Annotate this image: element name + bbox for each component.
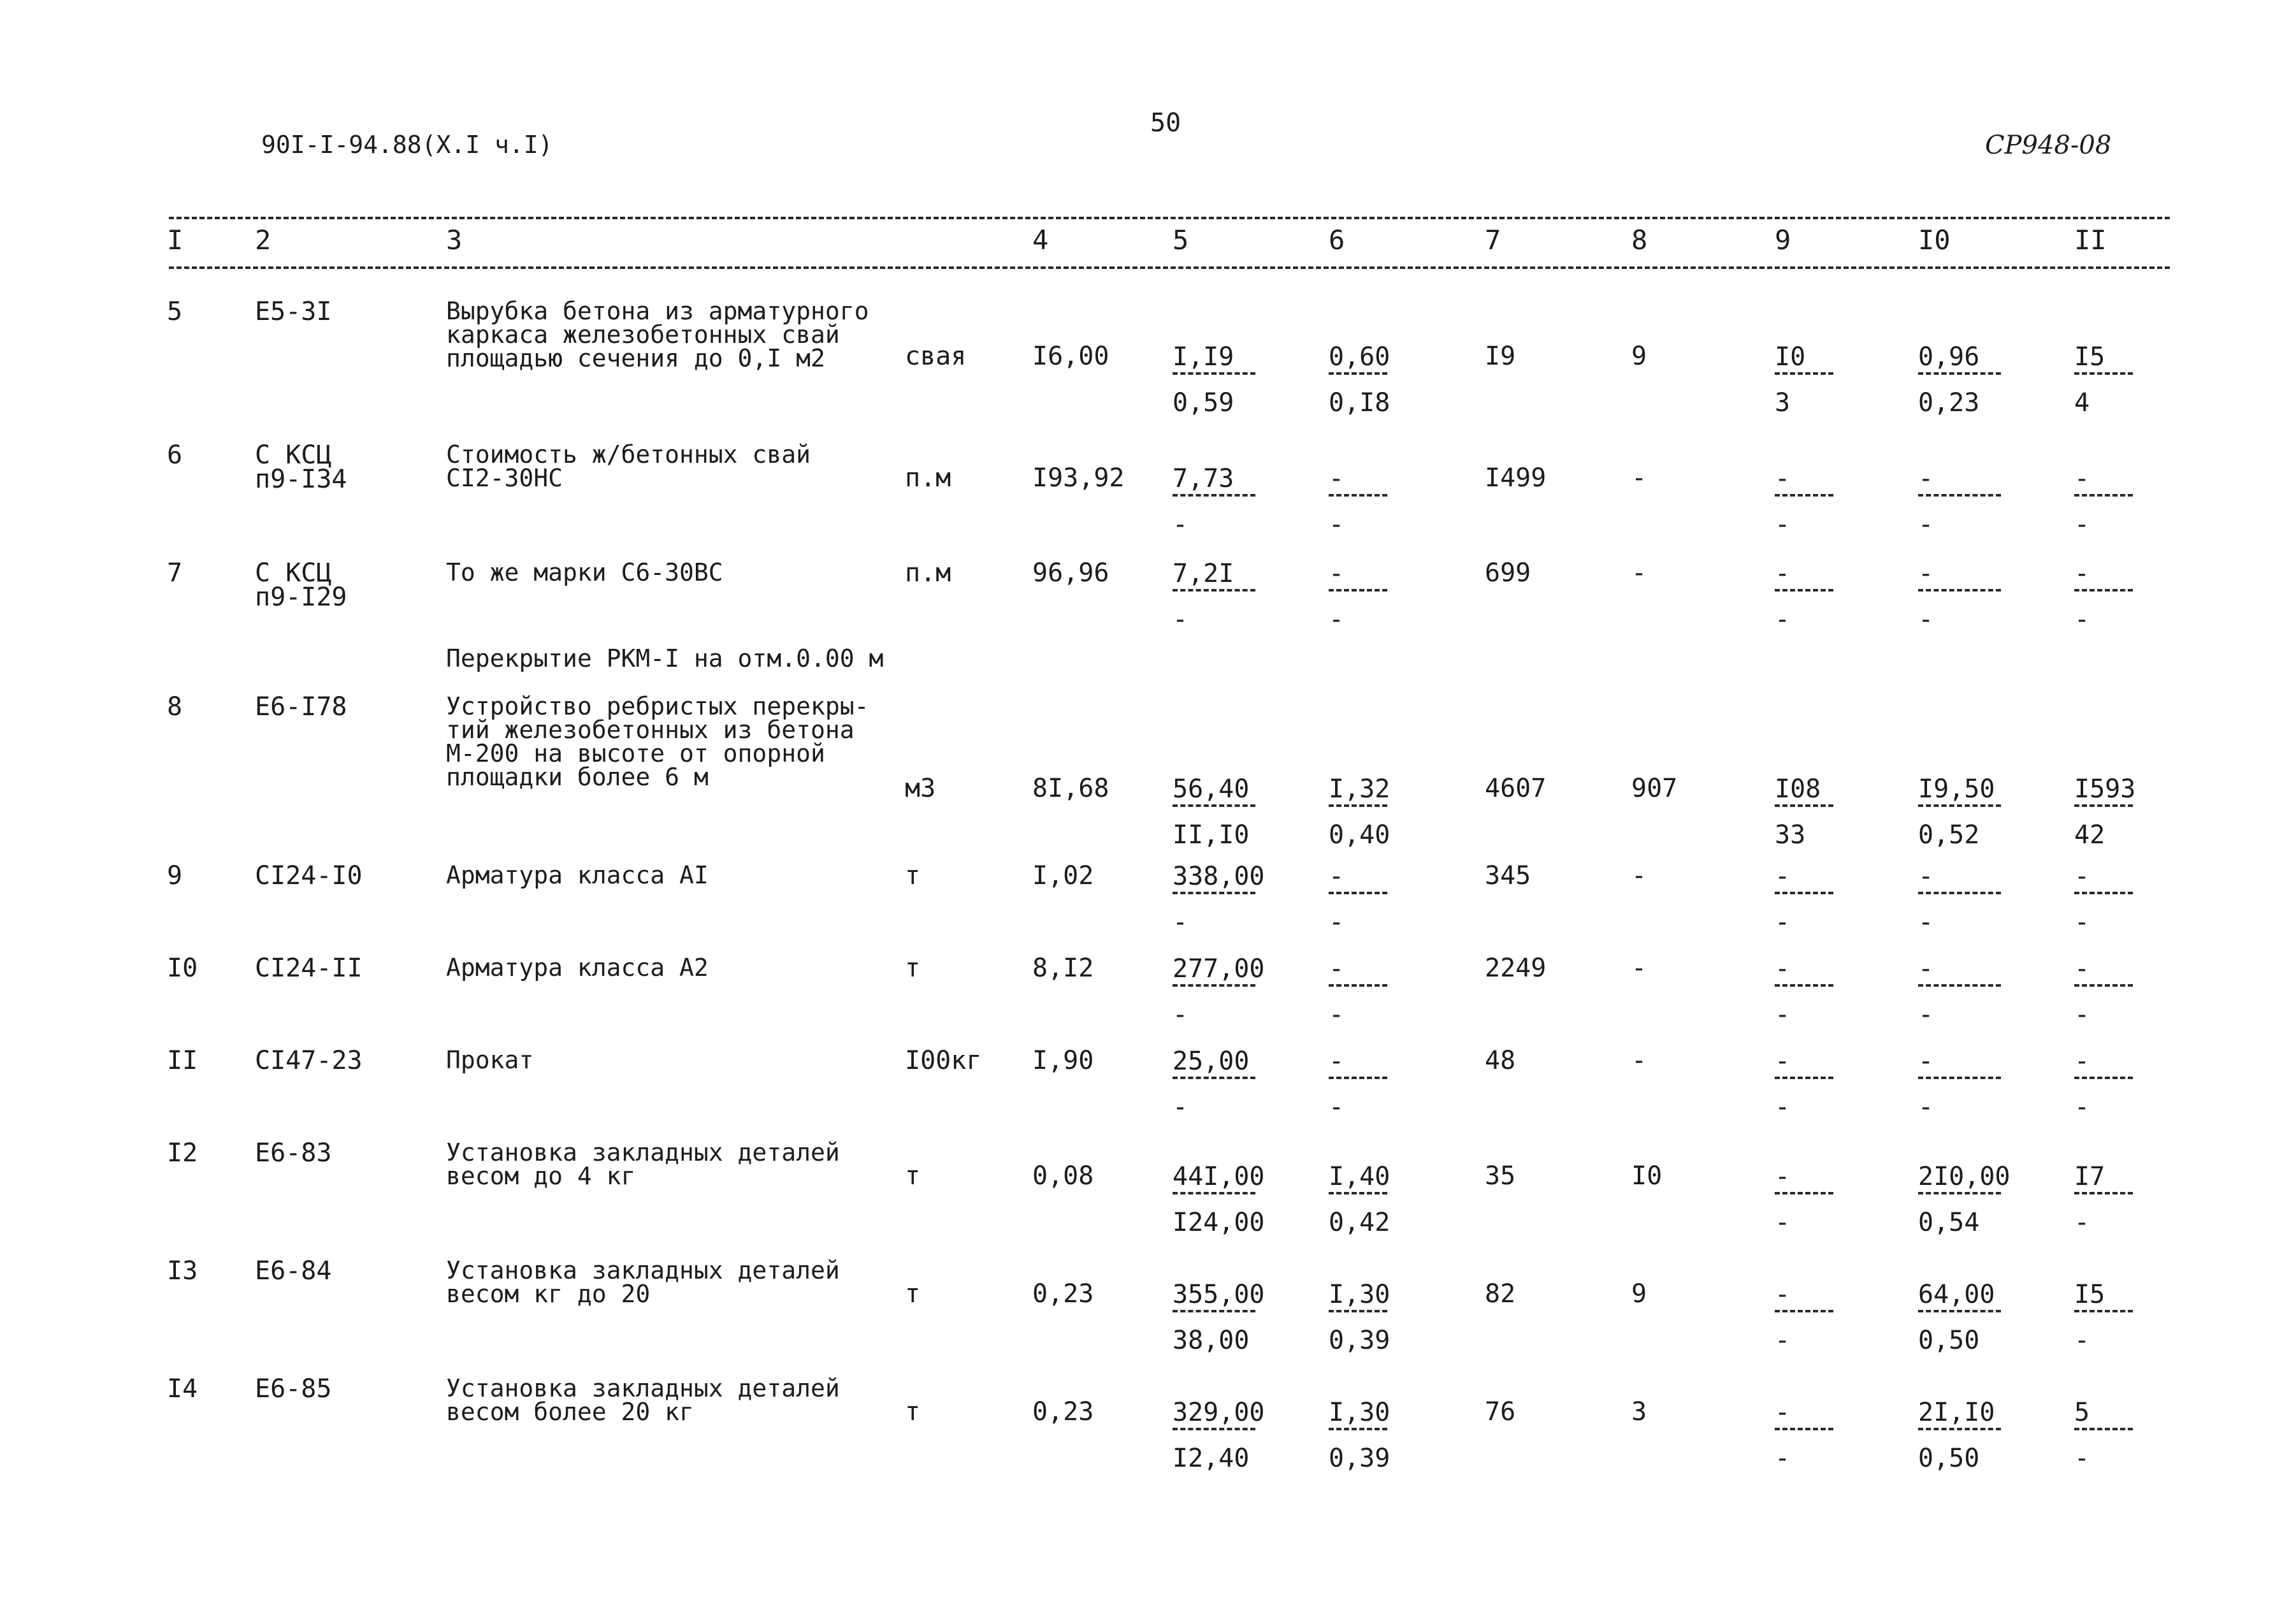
row-col6-denominator: - [1329, 510, 1345, 539]
column-number: II [2074, 224, 2107, 256]
row-col9-numerator: - [1775, 862, 1791, 891]
row-col11-numerator: - [2074, 464, 2090, 493]
row-col10 [1918, 776, 2001, 849]
fraction-bar [1173, 1428, 1255, 1430]
row-col8: 3 [1631, 1397, 1647, 1427]
fraction-bar [1918, 372, 2001, 375]
row-description: Прокат [446, 1046, 534, 1074]
row-col6-numerator: - [1329, 559, 1345, 588]
row-col9-numerator: I08 [1775, 774, 1821, 804]
row-number: 5 [167, 297, 183, 326]
fraction-bar [1775, 804, 1833, 807]
row-col9-denominator: - [1775, 1000, 1791, 1029]
fraction-bar [1775, 892, 1833, 894]
row-col8: - [1631, 463, 1647, 493]
row-col10-numerator: 0,96 [1918, 342, 1980, 372]
row-col5 [1173, 956, 1265, 1029]
row-code: С КСЦ п9-I29 [255, 558, 347, 612]
row-col9 [1775, 1400, 1833, 1472]
row-col10-numerator: - [1918, 862, 1934, 891]
row-unit: п.м [905, 463, 951, 493]
row-col9-numerator: - [1775, 1162, 1791, 1191]
row-code: Е5-3I [255, 297, 332, 326]
row-col5 [1173, 1049, 1255, 1121]
row-col9 [1775, 1282, 1833, 1354]
row-description: Установка закладных деталей весом более 20 кг [446, 1374, 840, 1426]
row-description: Устройство ребристых перекры- тий железобетонных из бетона М-200 на высоте от опорной площадки более 6 м [446, 692, 869, 791]
row-col6 [1329, 466, 1387, 539]
fraction-bar [1173, 494, 1255, 497]
row-col8: I0 [1631, 1161, 1663, 1191]
row-col10-numerator: - [1918, 954, 1934, 984]
row-col10-numerator: 64,00 [1918, 1280, 1995, 1309]
fraction-bar [1918, 494, 2001, 497]
row-col9-numerator: - [1775, 954, 1791, 984]
row-col9-numerator: - [1775, 464, 1791, 493]
row-col11-numerator: - [2074, 559, 2090, 588]
row-col5-denominator: II,I0 [1173, 820, 1250, 850]
row-code: Е6-84 [255, 1256, 332, 1286]
row-col11 [2074, 956, 2133, 1029]
row-col11 [2074, 1049, 2133, 1121]
row-col6-numerator: 0,60 [1329, 342, 1390, 372]
row-col5-numerator: 56,40 [1173, 774, 1250, 804]
row-col9 [1775, 1164, 1833, 1237]
fraction-bar [1918, 1192, 2001, 1194]
row-col5-denominator: 38,00 [1173, 1326, 1250, 1355]
fraction-bar [1173, 804, 1255, 807]
row-col11-numerator: 5 [2074, 1398, 2090, 1427]
row-unit: т [905, 954, 921, 983]
row-col11-denominator: - [2074, 605, 2090, 634]
row-col9-numerator: - [1775, 1280, 1791, 1309]
fraction-bar [1775, 1192, 1833, 1194]
column-number: 8 [1631, 224, 1648, 256]
fraction-bar [2074, 494, 2133, 497]
column-number: 4 [1032, 224, 1049, 256]
row-col11-denominator: - [2074, 1000, 2090, 1029]
row-col6 [1329, 1164, 1390, 1237]
row-col9 [1775, 776, 1833, 849]
row-col6-denominator: - [1329, 1093, 1345, 1122]
row-col10 [1918, 344, 2001, 417]
row-col10 [1918, 561, 2001, 634]
row-col6 [1329, 1400, 1390, 1472]
fraction-bar [1775, 1077, 1833, 1079]
row-code: СI24-II [255, 954, 363, 983]
row-col11-denominator: 4 [2074, 388, 2090, 417]
row-col10-denominator: 0,52 [1918, 820, 1980, 850]
row-col10-denominator: - [1918, 908, 1934, 937]
row-number: I2 [167, 1138, 198, 1168]
document-code: СР948-08 [1985, 131, 2112, 160]
row-col5-numerator: 44I,00 [1173, 1162, 1265, 1191]
column-number: 6 [1329, 224, 1345, 256]
fraction-bar [2074, 1428, 2133, 1430]
row-col11-denominator: - [2074, 510, 2090, 539]
row-number: 9 [167, 861, 183, 890]
row-col5-numerator: 355,00 [1173, 1280, 1265, 1309]
row-col6 [1329, 1282, 1390, 1354]
row-col8: 9 [1631, 1279, 1647, 1309]
row-col7: I499 [1485, 463, 1547, 493]
row-unit: п.м [905, 558, 951, 588]
row-unit: свая [905, 342, 967, 371]
row-col10-numerator: 2I0,00 [1918, 1162, 2011, 1191]
row-col6-denominator: - [1329, 908, 1345, 937]
row-col5-numerator: 329,00 [1173, 1398, 1265, 1427]
row-code: СI24-I0 [255, 861, 363, 890]
row-col5 [1173, 1164, 1265, 1237]
row-col10 [1918, 1400, 2001, 1472]
row-col6 [1329, 1049, 1387, 1121]
row-col9-denominator: - [1775, 1444, 1791, 1473]
row-col6-denominator: - [1329, 1000, 1345, 1029]
row-col11-numerator: I5 [2074, 342, 2105, 372]
row-description: Арматура класса А2 [446, 954, 709, 982]
fraction-bar [1775, 589, 1833, 592]
row-col10-denominator: 0,23 [1918, 388, 1980, 417]
row-col7: 82 [1485, 1279, 1516, 1309]
row-col9 [1775, 864, 1833, 936]
row-col7: 699 [1485, 558, 1531, 588]
document-number: 90I-I-94.88(X.I ч.I) [261, 131, 553, 159]
column-number: 9 [1775, 224, 1791, 256]
row-unit: м3 [905, 774, 936, 803]
column-number: 5 [1173, 224, 1189, 256]
row-col11-numerator: I5 [2074, 1280, 2105, 1309]
row-col6-numerator: - [1329, 862, 1345, 891]
row-unit: I00кг [905, 1046, 982, 1075]
row-col5 [1173, 864, 1265, 936]
fraction-bar [1329, 372, 1387, 375]
fraction-bar [1173, 892, 1255, 894]
row-col5-numerator: 25,00 [1173, 1047, 1250, 1076]
fraction-bar [1775, 494, 1833, 497]
fraction-bar [1329, 1310, 1387, 1312]
row-number: I0 [167, 954, 198, 983]
column-number: 3 [446, 224, 463, 256]
row-quantity: I,90 [1032, 1046, 1094, 1075]
row-col6 [1329, 864, 1387, 936]
row-quantity: I6,00 [1032, 342, 1109, 371]
row-col9 [1775, 1049, 1833, 1121]
fraction-bar [1329, 1428, 1387, 1430]
header-rule-bottom [169, 266, 2170, 269]
header-rule-top [169, 217, 2170, 219]
row-col10 [1918, 466, 2001, 539]
row-col5-denominator: I2,40 [1173, 1444, 1250, 1473]
fraction-bar [1173, 372, 1255, 375]
row-quantity: I,02 [1032, 861, 1094, 890]
row-col10-denominator: - [1918, 1093, 1934, 1122]
row-col9-numerator: I0 [1775, 342, 1806, 372]
row-code: С КСЦ п9-I34 [255, 440, 347, 494]
row-col7: 2249 [1485, 954, 1547, 983]
row-description: То же марки С6-30ВС [446, 558, 723, 586]
row-col9-denominator: 3 [1775, 388, 1791, 417]
row-col9-denominator: - [1775, 1093, 1791, 1122]
row-unit: т [905, 1279, 921, 1309]
row-col6-numerator: - [1329, 464, 1345, 493]
row-col9-denominator: - [1775, 510, 1791, 539]
fraction-bar [1918, 984, 2001, 987]
row-description: Вырубка бетона из арматурного каркаса железобетонных свай площадью сечения до 0,I м2 [446, 297, 869, 372]
row-col9 [1775, 344, 1833, 417]
row-col5 [1173, 776, 1255, 849]
row-col6-numerator: I,30 [1329, 1398, 1390, 1427]
row-col6-numerator: - [1329, 1047, 1345, 1076]
row-col8: - [1631, 954, 1647, 983]
row-col8: - [1631, 1046, 1647, 1075]
fraction-bar [1775, 1310, 1833, 1312]
row-col5-denominator: - [1173, 605, 1188, 634]
row-col6 [1329, 956, 1387, 1029]
row-col11 [2074, 864, 2133, 936]
fraction-bar [2074, 372, 2133, 375]
row-col11 [2074, 1164, 2133, 1237]
fraction-bar [2074, 1192, 2133, 1194]
row-col5-numerator: 7,2I [1173, 559, 1234, 588]
row-col5-denominator: - [1173, 908, 1188, 937]
row-col7: 345 [1485, 861, 1531, 890]
fraction-bar [1329, 984, 1387, 987]
row-code: СI47-23 [255, 1046, 363, 1075]
fraction-bar [2074, 1310, 2133, 1312]
row-col11 [2074, 776, 2135, 849]
column-number: I0 [1918, 224, 1951, 256]
row-quantity: I93,92 [1032, 463, 1125, 493]
row-col9 [1775, 561, 1833, 634]
fraction-bar [1918, 892, 2001, 894]
column-number: I [167, 224, 184, 256]
fraction-bar [1329, 892, 1387, 894]
row-col11-denominator: - [2074, 1208, 2090, 1237]
fraction-bar [2074, 589, 2133, 592]
fraction-bar [1173, 589, 1255, 592]
row-description: Установка закладных деталей весом до 4 кг [446, 1138, 840, 1190]
row-quantity: 0,08 [1032, 1161, 1094, 1191]
column-number: 2 [255, 224, 271, 256]
row-col6-denominator: - [1329, 605, 1345, 634]
row-col6-denominator: 0,42 [1329, 1208, 1390, 1237]
row-col5-numerator: 7,73 [1173, 464, 1234, 493]
row-code: Е6-I78 [255, 692, 347, 722]
fraction-bar [1918, 1310, 2001, 1312]
fraction-bar [2074, 984, 2133, 987]
row-col10-denominator: - [1918, 510, 1934, 539]
row-col11-numerator: I593 [2074, 774, 2136, 804]
row-col8: - [1631, 558, 1647, 588]
row-col5-numerator: I,I9 [1173, 342, 1234, 372]
column-number: 7 [1485, 224, 1501, 256]
section-title: Перекрытие РКМ-I на отм.0.00 м [446, 644, 884, 672]
row-col10-numerator: - [1918, 464, 1934, 493]
fraction-bar [1173, 1077, 1255, 1079]
row-number: I4 [167, 1374, 198, 1404]
row-col10-denominator: 0,50 [1918, 1326, 1980, 1355]
row-unit: т [905, 1397, 921, 1427]
row-col9 [1775, 466, 1833, 539]
row-col5-denominator: I24,00 [1173, 1208, 1265, 1237]
row-unit: т [905, 1161, 921, 1191]
fraction-bar [1329, 1192, 1387, 1194]
row-col9-denominator: 33 [1775, 820, 1806, 850]
fraction-bar [1329, 804, 1387, 807]
row-code: Е6-85 [255, 1374, 332, 1404]
row-col10 [1918, 1164, 2011, 1237]
fraction-bar [1173, 984, 1255, 987]
row-col5 [1173, 466, 1255, 539]
row-col11-numerator: - [2074, 1047, 2090, 1076]
row-col11-denominator: - [2074, 908, 2090, 937]
row-col6-numerator: I,40 [1329, 1162, 1390, 1191]
row-description: Установка закладных деталей весом кг до 20 [446, 1256, 840, 1308]
row-col7: 76 [1485, 1397, 1516, 1427]
fraction-bar [1329, 589, 1387, 592]
row-col5-denominator: - [1173, 1093, 1188, 1122]
row-col5-numerator: 277,00 [1173, 954, 1265, 984]
row-col9-denominator: - [1775, 908, 1791, 937]
row-quantity: 0,23 [1032, 1279, 1094, 1309]
row-col10-numerator: I9,50 [1918, 774, 1995, 804]
row-description: Арматура класса АI [446, 861, 709, 889]
fraction-bar [1775, 1428, 1833, 1430]
fraction-bar [1918, 1077, 2001, 1079]
row-col11 [2074, 466, 2133, 539]
row-col5 [1173, 1400, 1265, 1472]
row-col11 [2074, 1400, 2133, 1472]
row-col10-denominator: 0,54 [1918, 1208, 1980, 1237]
row-number: I3 [167, 1256, 198, 1286]
row-col7: I9 [1485, 342, 1516, 371]
row-col6 [1329, 561, 1387, 634]
row-col5 [1173, 561, 1255, 634]
fraction-bar [2074, 892, 2133, 894]
row-col10 [1918, 1049, 2001, 1121]
row-col5-denominator: 0,59 [1173, 388, 1234, 417]
row-col11 [2074, 561, 2133, 634]
row-col5-numerator: 338,00 [1173, 862, 1265, 891]
fraction-bar [1918, 804, 2001, 807]
row-number: 6 [167, 440, 183, 470]
row-description: Стоимость ж/бетонных свай СI2-30НС [446, 440, 811, 492]
row-col9-numerator: - [1775, 1047, 1791, 1076]
row-col11-denominator: - [2074, 1444, 2090, 1473]
fraction-bar [1173, 1192, 1255, 1194]
row-col9-denominator: - [1775, 605, 1791, 634]
row-quantity: 0,23 [1032, 1397, 1094, 1427]
fraction-bar [2074, 804, 2133, 807]
row-col5-denominator: - [1173, 1000, 1188, 1029]
row-col6-numerator: I,32 [1329, 774, 1390, 804]
row-col10-numerator: - [1918, 1047, 1934, 1076]
row-col9-numerator: - [1775, 1398, 1791, 1427]
row-col9-denominator: - [1775, 1208, 1791, 1237]
fraction-bar [1329, 1077, 1387, 1079]
row-col10 [1918, 956, 2001, 1029]
row-quantity: 8,I2 [1032, 954, 1094, 983]
row-col8: 9 [1631, 342, 1647, 371]
row-col7: 48 [1485, 1046, 1516, 1075]
row-col5 [1173, 1282, 1265, 1354]
row-col11-denominator: 42 [2074, 820, 2105, 850]
row-col9-numerator: - [1775, 559, 1791, 588]
row-col6 [1329, 776, 1390, 849]
row-col5-denominator: - [1173, 510, 1188, 539]
row-col7: 4607 [1485, 774, 1547, 803]
row-col10-denominator: - [1918, 1000, 1934, 1029]
page-number: 50 [1150, 108, 1181, 138]
row-col9-denominator: - [1775, 1326, 1791, 1355]
row-col11 [2074, 1282, 2133, 1354]
row-col6-denominator: 0,40 [1329, 820, 1390, 850]
row-col6-denominator: 0,39 [1329, 1326, 1390, 1355]
fraction-bar [1918, 1428, 2001, 1430]
row-col5 [1173, 344, 1255, 417]
row-col6-denominator: 0,I8 [1329, 388, 1390, 417]
row-col8: - [1631, 861, 1647, 890]
row-col10-denominator: 0,50 [1918, 1444, 1980, 1473]
row-col6 [1329, 344, 1390, 417]
row-col6-denominator: 0,39 [1329, 1444, 1390, 1473]
row-col11-numerator: - [2074, 954, 2090, 984]
row-col11-numerator: - [2074, 862, 2090, 891]
row-col8: 907 [1631, 774, 1678, 803]
row-col10 [1918, 864, 2001, 936]
fraction-bar [1918, 589, 2001, 592]
row-col9 [1775, 956, 1833, 1029]
row-col7: 35 [1485, 1161, 1516, 1191]
row-col11-denominator: - [2074, 1093, 2090, 1122]
row-number: 8 [167, 692, 183, 722]
row-col11-numerator: I7 [2074, 1162, 2105, 1191]
row-code: Е6-83 [255, 1138, 332, 1168]
row-col10-numerator: - [1918, 559, 1934, 588]
row-quantity: 8I,68 [1032, 774, 1109, 803]
row-col10 [1918, 1282, 2001, 1354]
row-quantity: 96,96 [1032, 558, 1109, 588]
row-col11 [2074, 344, 2133, 417]
fraction-bar [1775, 372, 1833, 375]
row-col6-numerator: - [1329, 954, 1345, 984]
fraction-bar [2074, 1077, 2133, 1079]
row-col6-numerator: I,30 [1329, 1280, 1390, 1309]
row-unit: т [905, 861, 921, 890]
row-col10-denominator: - [1918, 605, 1934, 634]
fraction-bar [1329, 494, 1387, 497]
row-col10-numerator: 2I,I0 [1918, 1398, 1995, 1427]
row-col11-denominator: - [2074, 1326, 2090, 1355]
row-number: 7 [167, 558, 183, 588]
fraction-bar [1173, 1310, 1255, 1312]
fraction-bar [1775, 984, 1833, 987]
row-number: II [167, 1046, 198, 1075]
